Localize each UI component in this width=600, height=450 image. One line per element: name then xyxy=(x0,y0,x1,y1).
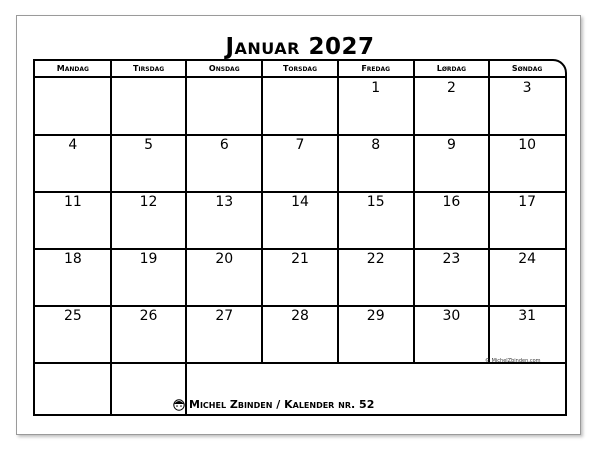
day-number: 18 xyxy=(63,251,82,267)
day-number: 3 xyxy=(522,80,532,96)
day-number: 25 xyxy=(63,308,82,324)
day-number: 19 xyxy=(139,251,158,267)
row-divider xyxy=(35,134,565,136)
row-divider xyxy=(35,248,565,250)
day-number: 8 xyxy=(371,137,381,153)
weekday-5: Fredag xyxy=(361,64,391,73)
copyright-text: © MichelZbinden.com xyxy=(485,358,541,364)
day-number: 20 xyxy=(215,251,234,267)
day-number: 31 xyxy=(518,308,537,324)
day-number: 6 xyxy=(219,137,229,153)
day-number: 13 xyxy=(215,194,234,210)
day-number: 22 xyxy=(366,251,385,267)
face-logo-icon xyxy=(172,399,186,411)
day-number: 29 xyxy=(366,308,385,324)
weekday-6: Lørdag xyxy=(436,64,467,73)
day-number: 11 xyxy=(63,194,82,210)
weekday-3: Onsdag xyxy=(208,64,240,73)
footer-text: Michel Zbinden / Kalender nr. 52 xyxy=(189,398,375,411)
row-divider xyxy=(35,305,565,307)
day-number: 7 xyxy=(295,137,305,153)
calendar-title: Januar 2027 xyxy=(225,34,375,60)
row-divider xyxy=(35,191,565,193)
day-number: 14 xyxy=(291,194,309,210)
day-number: 4 xyxy=(68,137,78,153)
day-number: 30 xyxy=(442,308,461,324)
day-number: 24 xyxy=(518,251,537,267)
day-number: 23 xyxy=(442,251,461,267)
day-number: 12 xyxy=(139,194,158,210)
column-divider xyxy=(185,61,187,414)
footer xyxy=(172,398,374,411)
day-number: 26 xyxy=(139,308,158,324)
day-number: 5 xyxy=(144,137,154,153)
day-number: 27 xyxy=(215,308,234,324)
day-number: 21 xyxy=(291,251,309,267)
header-divider xyxy=(35,76,565,78)
day-number: 16 xyxy=(442,194,461,210)
weekday-1: Mandag xyxy=(56,64,89,73)
day-number: 10 xyxy=(518,137,537,153)
weekday-7: Søndag xyxy=(511,64,543,73)
weekday-2: Tirsdag xyxy=(132,64,165,73)
day-number: 15 xyxy=(366,194,385,210)
day-number: 28 xyxy=(291,308,309,324)
day-number: 9 xyxy=(446,137,456,153)
day-number: 1 xyxy=(371,80,381,96)
day-number: 2 xyxy=(446,80,456,96)
day-number: 17 xyxy=(518,194,537,210)
column-divider xyxy=(110,61,112,414)
weekday-4: Torsdag xyxy=(282,64,318,73)
